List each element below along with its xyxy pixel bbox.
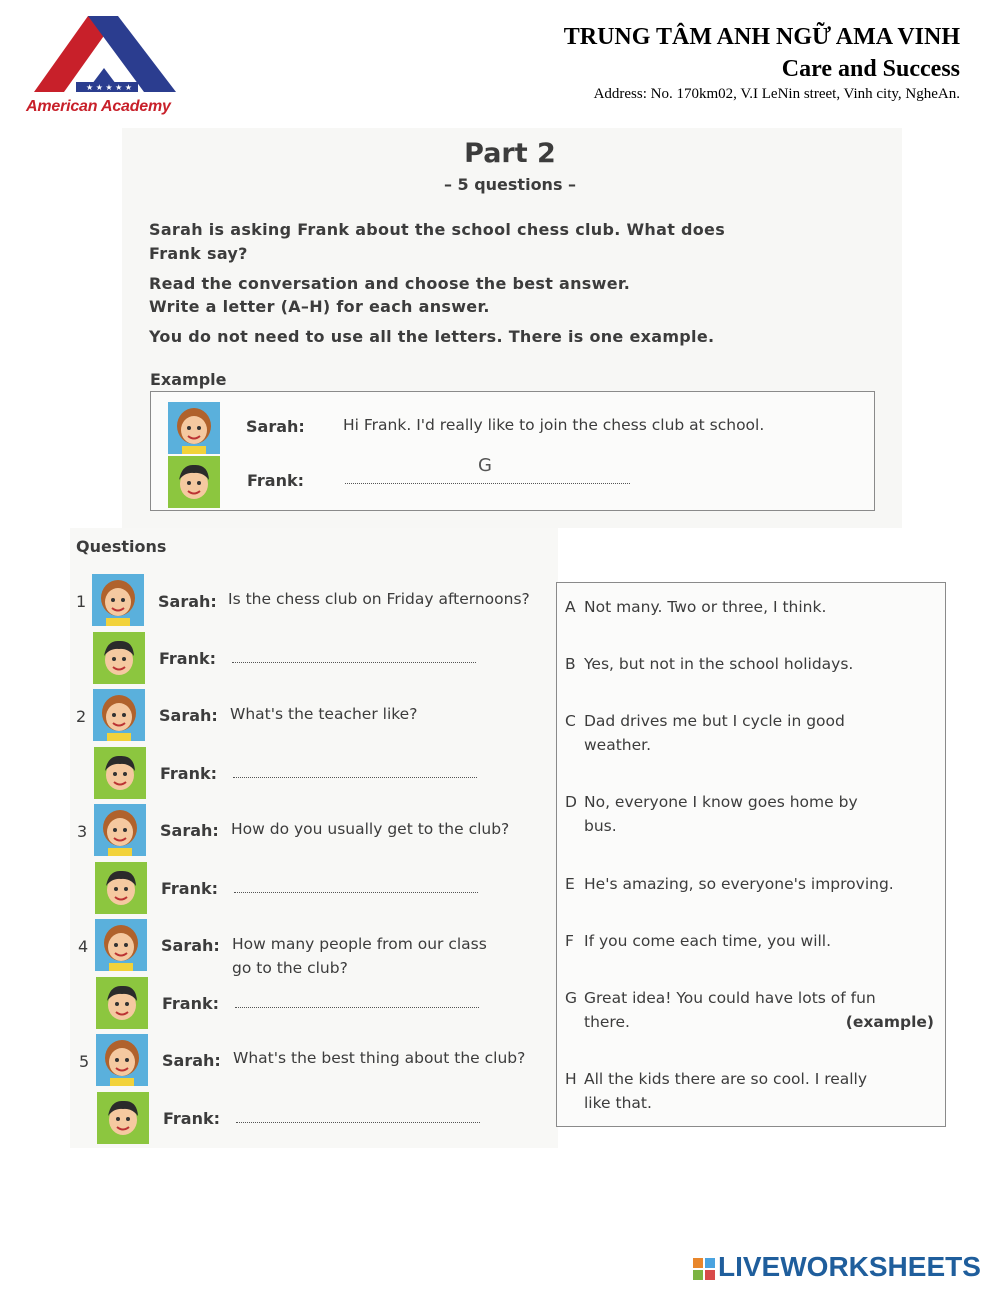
frank-avatar	[94, 747, 146, 799]
part-title: Part 2	[464, 138, 556, 169]
option-g	[565, 986, 940, 1034]
option-letter: F	[565, 932, 574, 950]
option-text: Not many. Two or three, I think.	[584, 598, 827, 616]
question-sarah-line: How do you usually get to the club?	[231, 820, 510, 838]
example-label: (example)	[845, 1013, 934, 1031]
option-text-continued: like that.	[584, 1094, 652, 1112]
instruction-line: Read the conversation and choose the best answer.	[149, 274, 631, 293]
option-letter: E	[565, 875, 575, 893]
answer-input-4[interactable]	[235, 1007, 479, 1008]
question-frank-label: Frank:	[162, 994, 220, 1013]
example-box	[150, 391, 875, 511]
sarah-avatar	[93, 689, 145, 741]
part-subtitle: – 5 questions –	[443, 175, 577, 194]
option-text: No, everyone I know goes home by	[584, 793, 858, 811]
question-sarah-label: Sarah:	[159, 706, 218, 725]
sarah-avatar	[96, 1034, 148, 1086]
example-sarah-label: Sarah:	[246, 417, 305, 436]
option-h	[565, 1067, 940, 1115]
frank-avatar	[168, 456, 220, 508]
question-number: 3	[77, 822, 88, 841]
example-sarah-line: Hi Frank. I'd really like to join the chess club at school.	[343, 416, 765, 434]
option-c	[565, 709, 940, 757]
question-sarah-line: What's the teacher like?	[230, 705, 418, 723]
answer-input-2[interactable]	[233, 777, 477, 778]
logo-text: American Academy	[26, 98, 171, 115]
answer-input-1[interactable]	[232, 662, 476, 663]
option-letter: A	[565, 598, 576, 616]
frank-avatar	[96, 977, 148, 1029]
example-answer: G	[478, 455, 492, 476]
question-sarah-label: Sarah:	[162, 1051, 221, 1070]
option-text: If you come each time, you will.	[584, 932, 832, 950]
question-number: 1	[76, 592, 87, 611]
question-number: 4	[78, 937, 89, 956]
question-sarah-line: Is the chess club on Friday afternoons?	[228, 590, 530, 608]
answer-input-5[interactable]	[236, 1122, 480, 1123]
address: Address: No. 170km02, V.I LeNin street, Vinh city, NgheAn.	[593, 86, 960, 102]
option-text: All the kids there are so cool. I really	[584, 1070, 868, 1088]
sarah-avatar	[94, 804, 146, 856]
liveworksheets-brand: LIVEWORKSHEETS	[718, 1251, 981, 1282]
question-frank-label: Frank:	[161, 879, 219, 898]
instruction-line: Sarah is asking Frank about the school chess club. What does	[149, 220, 726, 239]
frank-avatar	[95, 862, 147, 914]
question-sarah-label: Sarah:	[160, 821, 219, 840]
option-d	[565, 790, 940, 838]
example-answer-line	[345, 483, 630, 484]
option-text: Great idea! You could have lots of fun	[584, 989, 876, 1007]
question-number: 5	[79, 1052, 90, 1071]
question-frank-label: Frank:	[160, 764, 218, 783]
sarah-avatar	[95, 919, 147, 971]
center-name: TRUNG TÂM ANH NGỮ AMA VINH	[563, 24, 960, 50]
option-text-continued: weather.	[584, 736, 652, 754]
question-frank-label: Frank:	[163, 1109, 221, 1128]
question-sarah-line: What's the best thing about the club?	[233, 1049, 526, 1067]
option-text: Dad drives me but I cycle in good	[584, 712, 845, 730]
liveworksheets-icon	[693, 1258, 715, 1280]
slogan: Care and Success	[781, 56, 960, 82]
instruction-line: Frank say?	[149, 244, 248, 263]
question-sarah-label: Sarah:	[158, 592, 217, 611]
question-sarah-line-2: go to the club?	[232, 959, 348, 977]
question-sarah-line: How many people from our class	[232, 935, 487, 953]
option-letter: G	[565, 989, 578, 1007]
option-b	[565, 652, 940, 676]
instruction-line: Write a letter (A–H) for each answer.	[149, 297, 490, 316]
question-sarah-label: Sarah:	[161, 936, 220, 955]
option-letter: C	[565, 712, 576, 730]
option-letter: H	[565, 1070, 577, 1088]
question-number: 2	[76, 707, 87, 726]
sarah-avatar	[168, 402, 220, 454]
option-f	[565, 929, 940, 953]
frank-avatar	[97, 1092, 149, 1144]
answer-input-3[interactable]	[234, 892, 478, 893]
example-heading: Example	[150, 370, 227, 389]
svg-text:★ ★ ★ ★ ★: ★ ★ ★ ★ ★	[86, 83, 133, 92]
option-letter: B	[565, 655, 576, 673]
instruction-line: You do not need to use all the letters. There is one example.	[149, 327, 715, 346]
option-letter: D	[565, 793, 577, 811]
sarah-avatar	[92, 574, 144, 626]
question-frank-label: Frank:	[159, 649, 217, 668]
example-frank-label: Frank:	[247, 471, 305, 490]
option-text-continued: bus.	[584, 817, 617, 835]
option-e	[565, 872, 940, 896]
option-a	[565, 595, 940, 619]
option-text: Yes, but not in the school holidays.	[584, 655, 854, 673]
frank-avatar	[93, 632, 145, 684]
option-text-continued: there.	[584, 1013, 630, 1031]
questions-heading: Questions	[76, 537, 167, 556]
option-text: He's amazing, so everyone's improving.	[584, 875, 894, 893]
